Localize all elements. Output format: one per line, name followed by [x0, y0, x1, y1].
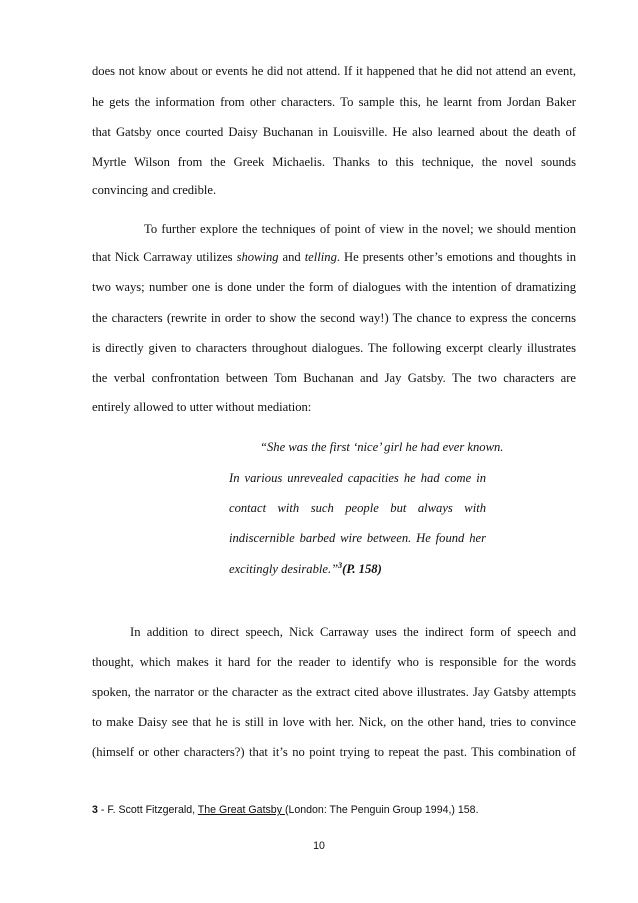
- footnote-prefix: - F. Scott Fitzgerald,: [97, 804, 198, 816]
- paragraph2-line: To further explore the techniques of point of view in the novel; we should mention: [144, 222, 576, 236]
- paragraph2-line: two ways; number one is done under the form of dialogues with the intention of dramatizing: [92, 280, 576, 294]
- paragraph2-line: is directly given to characters throughout dialogues. The following excerpt clearly illustrates: [92, 341, 576, 355]
- page-number: 10: [313, 840, 325, 852]
- footnote-book-title: The Great Gatsby: [197, 804, 285, 816]
- paragraph2-line: [92, 249, 576, 265]
- quote-citation: (P. 158): [342, 562, 382, 577]
- emphasis-showing: showing: [236, 250, 279, 264]
- paragraph1-line: that Gatsby once courted Daisy Buchanan in Louisville. He also learned about the death of: [92, 125, 576, 139]
- quote-line: In various unrevealed capacities he had come in: [229, 471, 486, 485]
- paragraph2-text: . He presents other’s emotions and thoughts in: [336, 250, 577, 264]
- paragraph3-line: thought, which makes it hard for the reader to identify who is responsible for the words: [92, 655, 576, 669]
- footnote-details: (London: The Penguin Group 1994,) 158.: [284, 804, 479, 816]
- paragraph1-line: Myrtle Wilson from the Greek Michaelis. Thanks to this technique, the novel sounds: [92, 155, 576, 169]
- paragraph2-text: and: [278, 250, 305, 264]
- paragraph3-line: to make Daisy see that he is still in love with her. Nick, on the other hand, tries to convince: [92, 715, 576, 729]
- quote-line: “She was the first ‘nice’ girl he had ever known.: [260, 440, 504, 454]
- footnote: [92, 803, 479, 817]
- paragraph1-line: he gets the information from other characters. To sample this, he learnt from Jordan Baker: [92, 95, 576, 109]
- quote-text: excitingly desirable.”: [229, 562, 339, 577]
- paragraph1-line: convincing and credible.: [92, 183, 217, 197]
- footnote-number: 3: [92, 804, 98, 816]
- paragraph3-line: (himself or other characters?) that it’s no point trying to repeat the past. This combination of: [92, 745, 576, 759]
- paragraph2-line: entirely allowed to utter without mediation:: [92, 400, 312, 414]
- paragraph3-line: spoken, the narrator or the character as the extract cited above illustrates. Jay Gatsby attempts: [92, 685, 576, 699]
- paragraph3-line: In addition to direct speech, Nick Carraway uses the indirect form of speech and: [130, 625, 576, 639]
- footnote-reference: 3: [338, 561, 343, 570]
- quote-line: indiscernible barbed wire between. He found her: [229, 531, 486, 545]
- paragraph2-line: the characters (rewrite in order to show the second way!) The chance to express the concerns: [92, 311, 576, 325]
- quote-line: contact with such people but always with: [229, 501, 486, 515]
- paragraph2-text: that Nick Carraway utilizes: [92, 250, 237, 264]
- paragraph2-line: the verbal confrontation between Tom Buchanan and Jay Gatsby. The two characters are: [92, 371, 576, 385]
- quote-line: [229, 558, 486, 577]
- paragraph1-line: does not know about or events he did not attend. If it happened that he did not attend an event,: [92, 64, 576, 78]
- emphasis-telling: telling: [304, 250, 337, 264]
